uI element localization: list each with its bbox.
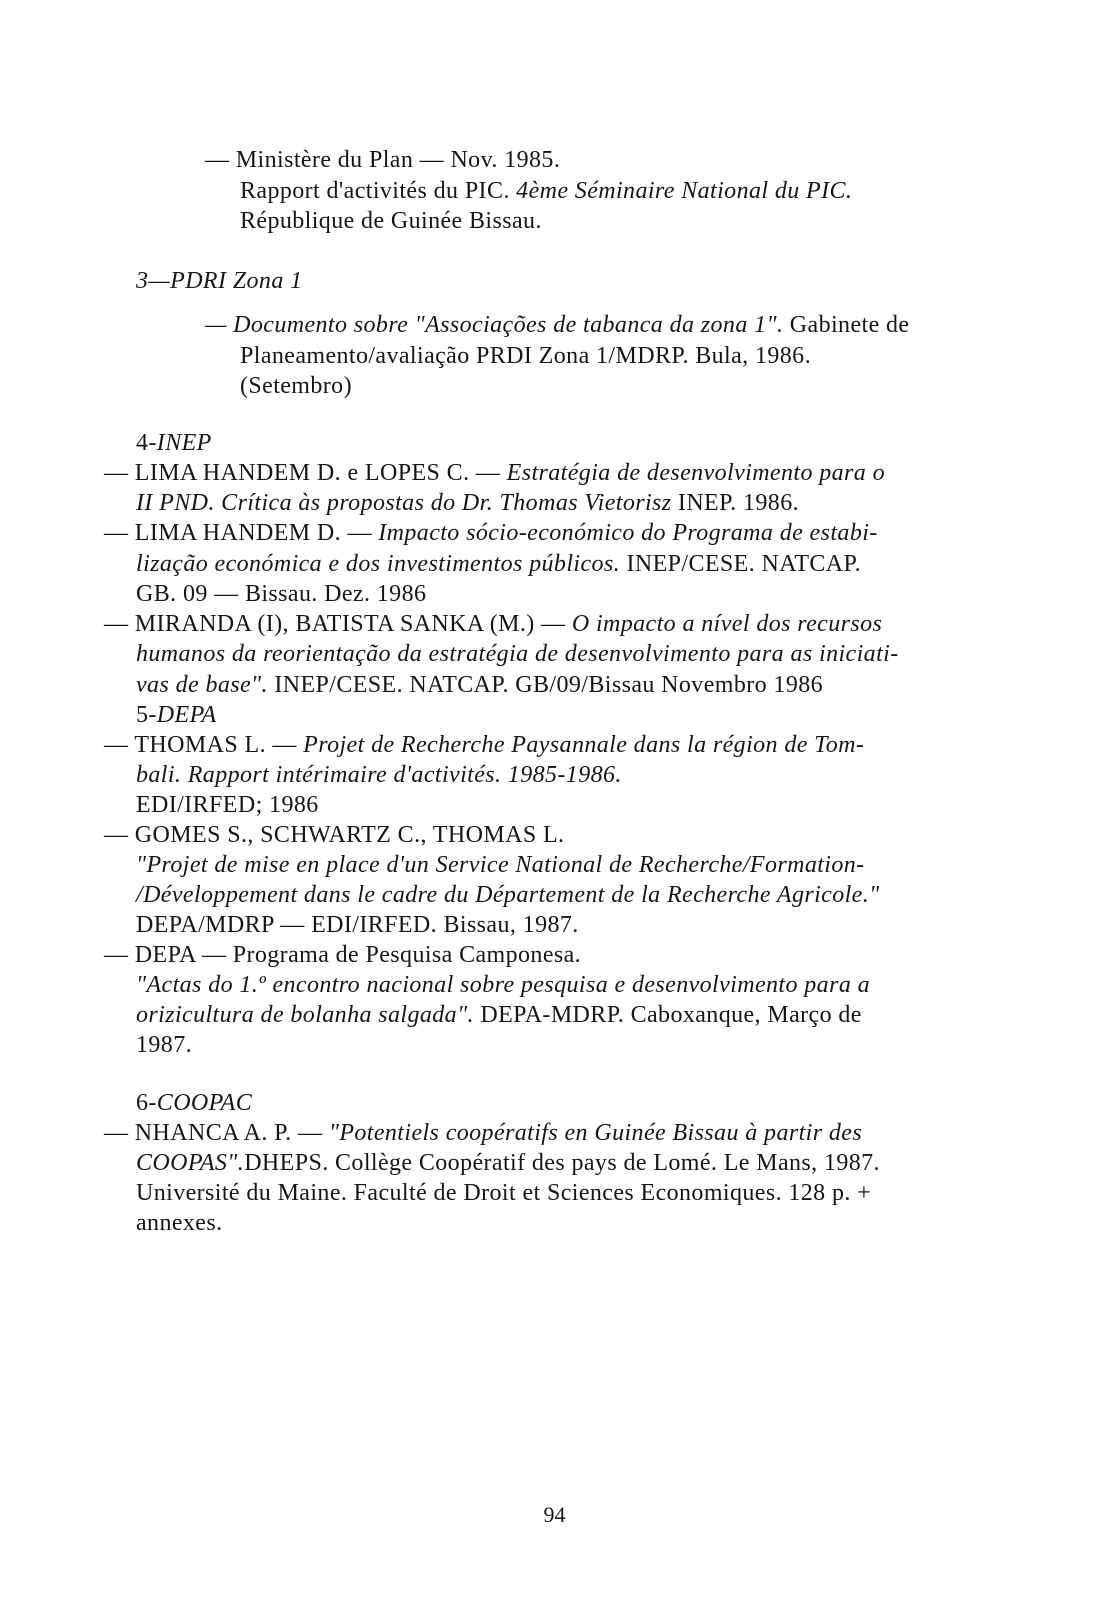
text-line [136, 639, 899, 669]
text-line [136, 910, 579, 940]
text: Université du Maine. Faculté de Droit et Sciences Economiques. 128 p. + [136, 1180, 872, 1206]
text: GB. 09 — Bissau. Dez. 1986 [136, 581, 427, 607]
text: 1987. [136, 1032, 192, 1058]
italic-text: "Actas do 1.º encontro nacional sobre pesquisa e desenvolvimento para a [136, 972, 871, 998]
italic-text: COOPAC [156, 1090, 253, 1116]
text: — DEPA — Programa de Pesquisa Camponesa. [104, 942, 582, 968]
text-line [136, 1148, 880, 1178]
text: INEP/CESE. NATCAP. [626, 551, 862, 577]
text-line [136, 428, 212, 458]
text-line [205, 145, 560, 175]
text: INEP/CESE. NATCAP. GB/09/Bissau Novembro 1986 [274, 672, 824, 698]
text-line [205, 310, 909, 340]
italic-text: O impacto a nível dos recursos [571, 611, 883, 637]
italic-text: COOPAS". [136, 1150, 245, 1176]
text-line [136, 1030, 192, 1060]
text: — LIMA HANDEM D. — [104, 520, 379, 546]
text: EDI/IRFED; 1986 [136, 792, 319, 818]
italic-text: Projet de Recherche Paysannale dans la région de Tom- [303, 732, 865, 758]
text-line [136, 579, 426, 609]
italic-text: bali. Rapport intérimaire d'activités. 1985-1986. [136, 762, 622, 788]
italic-text: Impacto sócio-económico do Programa de estabi- [378, 520, 878, 546]
text: Planeamento/avaliação PRDI Zona 1/MDRP. Bula, 1986. [240, 343, 811, 369]
text-line [136, 700, 217, 730]
italic-text: humanos da reorientação da estratégia de desenvolvimento para as iniciati- [136, 641, 899, 667]
italic-text: Estratégia de desenvolvimento para o [506, 460, 885, 486]
italic-text: lização económica e dos investimentos públicos. [136, 551, 627, 577]
text-line [240, 341, 811, 371]
text: annexes. [136, 1210, 223, 1236]
italic-text: DEPA [156, 702, 217, 728]
italic-text: II PND. Crítica às propostas do Dr. Thomas Vietorisz [136, 490, 678, 516]
text-line [136, 970, 870, 1000]
text-line [240, 176, 852, 206]
text-line [104, 730, 864, 760]
text-line [136, 880, 880, 910]
italic-text: orizicultura de bolanha salgada". [136, 1002, 481, 1028]
text-line [136, 488, 799, 518]
italic-text: /Développement dans le cadre du Département de la Recherche Agricole." [136, 882, 880, 908]
text: Gabinete de [789, 312, 910, 338]
italic-text: 3—PDRI Zona 1 [136, 268, 303, 294]
text: — MIRANDA (I), BATISTA SANKA (M.) — [104, 611, 572, 637]
text: DEPA-MDRP. Caboxanque, Março de [480, 1002, 862, 1028]
text: 4- [136, 430, 157, 456]
text: (Setembro) [240, 373, 352, 399]
text: — GOMES S., SCHWARTZ C., THOMAS L. [104, 822, 565, 848]
text: — NHANCA A. P. — [104, 1120, 329, 1146]
text-line [136, 266, 303, 296]
page-number: 94 [543, 1502, 566, 1527]
text-line [136, 549, 861, 579]
text: — LIMA HANDEM D. e LOPES C. — [104, 460, 507, 486]
text-line [240, 206, 542, 236]
text: Rapport d'activités du PIC. [240, 178, 517, 204]
italic-text: "Projet de mise en place d'un Service National de Recherche/Formation- [136, 852, 865, 878]
text-line [136, 760, 622, 790]
text: 5- [136, 702, 157, 728]
text-line [136, 1000, 862, 1030]
text-line [104, 458, 885, 488]
italic-text: INEP [156, 430, 212, 456]
text-line [104, 518, 878, 548]
text-line [104, 820, 564, 850]
text: — Ministère du Plan — Nov. 1985. [205, 147, 561, 173]
text-line [104, 609, 882, 639]
text-line [136, 790, 319, 820]
italic-text: 4ème Séminaire National du PIC. [516, 178, 853, 204]
text: 6- [136, 1090, 157, 1116]
text: DHEPS. Collège Coopératif des pays de Lomé. Le Mans, 1987. [244, 1150, 880, 1176]
text-line [136, 670, 823, 700]
text-line [136, 1178, 871, 1208]
text-line [136, 1208, 223, 1238]
text-line [240, 371, 352, 401]
text: République de Guinée Bissau. [240, 208, 542, 234]
text: DEPA/MDRP — EDI/IRFED. Bissau, 1987. [136, 912, 579, 938]
italic-text: — Documento sobre "Associações de tabanca da zona 1". [205, 312, 790, 338]
text-line [104, 940, 581, 970]
text-line [136, 1088, 252, 1118]
text: INEP. 1986. [677, 490, 799, 516]
italic-text: vas de base". [136, 672, 275, 698]
italic-text: "Potentiels coopératifs en Guinée Bissau à partir des [328, 1120, 863, 1146]
text: — THOMAS L. — [104, 732, 304, 758]
text-line [104, 1118, 862, 1148]
text-line [136, 850, 865, 880]
